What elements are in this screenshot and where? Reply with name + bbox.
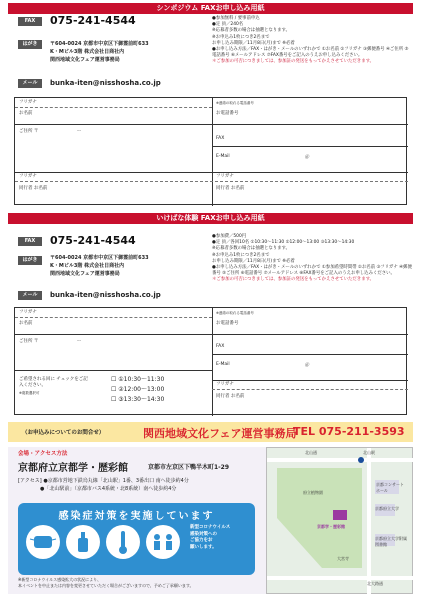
time-option-2[interactable]: ☐ ②12:00〜13:00	[111, 386, 165, 393]
contact-bar: （お申込みについてのお問合せ） 関西地域文化フェア運営事務局 TEL 075-211-3593	[8, 422, 413, 442]
distance-icon	[146, 525, 180, 559]
ikebana-notes: ●参加費／500円 ●定 員／各回10名 ①10:30〜11:30 ②12:00〜13:00 ③13:30〜14:30 ※応募者多数の場合は抽選となります。 ※お申込み1枚につき2名まで お申し込み期限／11月8日(月)まで ※必着 ●お申し込み方法／FAX・はがき・メールのいずれかで ①参加希望時間帯 ②お名前 ③フリガナ ④郵便番号 ⑤ご住所 ⑥電話番号 ⑦メールアドレス ⑧FAX番号をご記入のうえお申し込みください。 ＊ご参加の可否につきましては、参加証の発送をもってかえさせていただきます。	[212, 234, 412, 283]
phone-field[interactable]: お電話番号	[216, 111, 239, 116]
sanitizer-icon	[66, 525, 100, 559]
postcard-address: 〒604-0024 京都市中京区下御霊前町633 K・Mビル3階 株式会社日商社内 関西地域文化フェア運営事務局	[50, 41, 149, 63]
fax-label: FAX	[18, 17, 42, 26]
postcard-label: はがき	[18, 40, 42, 49]
address-field-2[interactable]: ご住所 〒	[19, 339, 39, 344]
email-field-2[interactable]: E-Mail	[216, 362, 230, 367]
fax-field[interactable]: FAX	[216, 136, 225, 141]
mail-label-2: メール	[18, 291, 42, 300]
time-option-3[interactable]: ☐ ③13:30〜14:30	[111, 396, 165, 403]
phone-field-2[interactable]: お電話番号	[216, 321, 239, 326]
email-address-2: bunka-iten@nisshosha.co.jp	[50, 291, 161, 299]
mail-label: メール	[18, 79, 42, 88]
address-field[interactable]: ご住所 〒	[19, 129, 39, 134]
postcard-label-2: はがき	[18, 256, 42, 265]
ikebana-band: いけばな体験 FAXお申し込み用紙	[8, 213, 413, 224]
companion-field[interactable]: 同行者 お名前	[19, 186, 48, 191]
email-field[interactable]: E-Mail	[216, 154, 230, 159]
venue-map: 北山通 北山駅 京都コンサートホール 府立植物園 京都府立大学 京都学・歴彩館 京都府立大学附属図書館 大宮寺 北大路通	[266, 447, 413, 594]
venue-address: 京都市左京区下鴨半木町1-29	[148, 464, 230, 471]
postcard-address-2: 〒604-0024 京都市中京区下御霊前町633 K・Mビル3階 株式会社日商社内 関西地域文化フェア運営事務局	[50, 255, 149, 277]
mask-icon	[26, 525, 60, 559]
fax-label-2: FAX	[18, 237, 42, 246]
thermometer-icon	[106, 525, 140, 559]
fax-field-2[interactable]: FAX	[216, 344, 225, 349]
covid-panel: 感染症対策を実施しています 新型コロナウイルス 感染対策への ご協力をお 願いします。	[18, 503, 255, 575]
office-tel: TEL 075-211-3593	[293, 425, 405, 438]
covid-request: 新型コロナウイルス 感染対策への ご協力をお 願いします。	[190, 525, 231, 550]
access-info: [アクセス] ●京都市営地下鉄烏丸線「北山駅」1番、3番出口 南へ徒歩約4分 ●「北山駅前」（京都市バス4系統・北8系統）南へ徒歩約4分	[18, 478, 189, 492]
symposium-notes: ●参加無料 / 要事前申込 ●定 員／240名 ※応募者多数の場合は抽選となります。 ※お申込み1枚につき2名まで お申し込み期限／11月8日(月)まで ※必着 ●お申し込み方法／FAX・はがき・メールのいずれかで ①お名前 ②フリガナ ③郵便番号 ④ご住所 ⑤電話番号 ⑥メールアドレス ⑦FAX番号をご記入のうえお申し込みください。 ＊ご参加の可否につきましては、参加証の発送をもってかえさせていただきます。	[212, 16, 409, 65]
companion-field-2[interactable]: 同行者 お名前	[216, 394, 245, 399]
venue-name: 京都府立京都学・歴彩館	[18, 463, 128, 474]
time-option-1[interactable]: ☐ ①10:30〜11:30	[111, 376, 165, 383]
fax-number: 075-241-4544	[50, 14, 136, 27]
ikebana-form: フリガナ お名前 ※連絡の取れる電話番号 お電話番号 ご住所 〒 ー FAX E-Mail ＠ ご希望される回に チェックをご記入ください。 ※複数選択可 ☐ ①10:30〜11:30 ☐ ②12:00〜13:00 ☐ ③13:30〜14:30 フリガナ 同行者 お名前	[14, 307, 407, 415]
office-name: 関西地域文化フェア運営事務局	[143, 427, 297, 440]
email-address: bunka-iten@nisshosha.co.jp	[50, 79, 161, 87]
symposium-form: フリガナ お名前 ※連絡の取れる電話番号 お電話番号 ご住所 〒 ー FAX E-Mail ＠ フリガナ フリガナ 同行者 お名前 同行者 お名前	[14, 97, 407, 205]
symposium-band: シンポジウム FAXお申し込み用紙	[8, 3, 413, 14]
name-field[interactable]: お名前	[19, 111, 33, 116]
venue-section: 会場・アクセス方法 京都府立京都学・歴彩館 京都市左京区下鴨半木町1-29 [アクセス] ●京都市営地下鉄烏丸線「北山駅」1番、3番出口 南へ徒歩約4分 ●「北山駅前」（京都市バス4系統・北8系統）南へ徒歩約4分 感染症対策を実施しています 新型コロナウイルス 感染対策への ご協力をお 願いします。 ※新型コロナウイルス感染拡大の状況により、 本イベントを中止または内容を変更させていただく場合がございますので、予めご了承願います。 北山通 北山駅 京都コンサートホール 府立植物園 京都府立大学 京都学・歴彩館 京都府立大学附属図書館 大宮寺 北大路通	[8, 447, 413, 594]
name-field-2[interactable]: お名前	[19, 321, 33, 326]
companion2-field[interactable]: 同行者 お名前	[216, 186, 245, 191]
fax-number-2: 075-241-4544	[50, 234, 136, 247]
covid-note: ※新型コロナウイルス感染拡大の状況により、 本イベントを中止または内容を変更させていただく場合がございますので、予めご了承願います。	[18, 577, 194, 588]
